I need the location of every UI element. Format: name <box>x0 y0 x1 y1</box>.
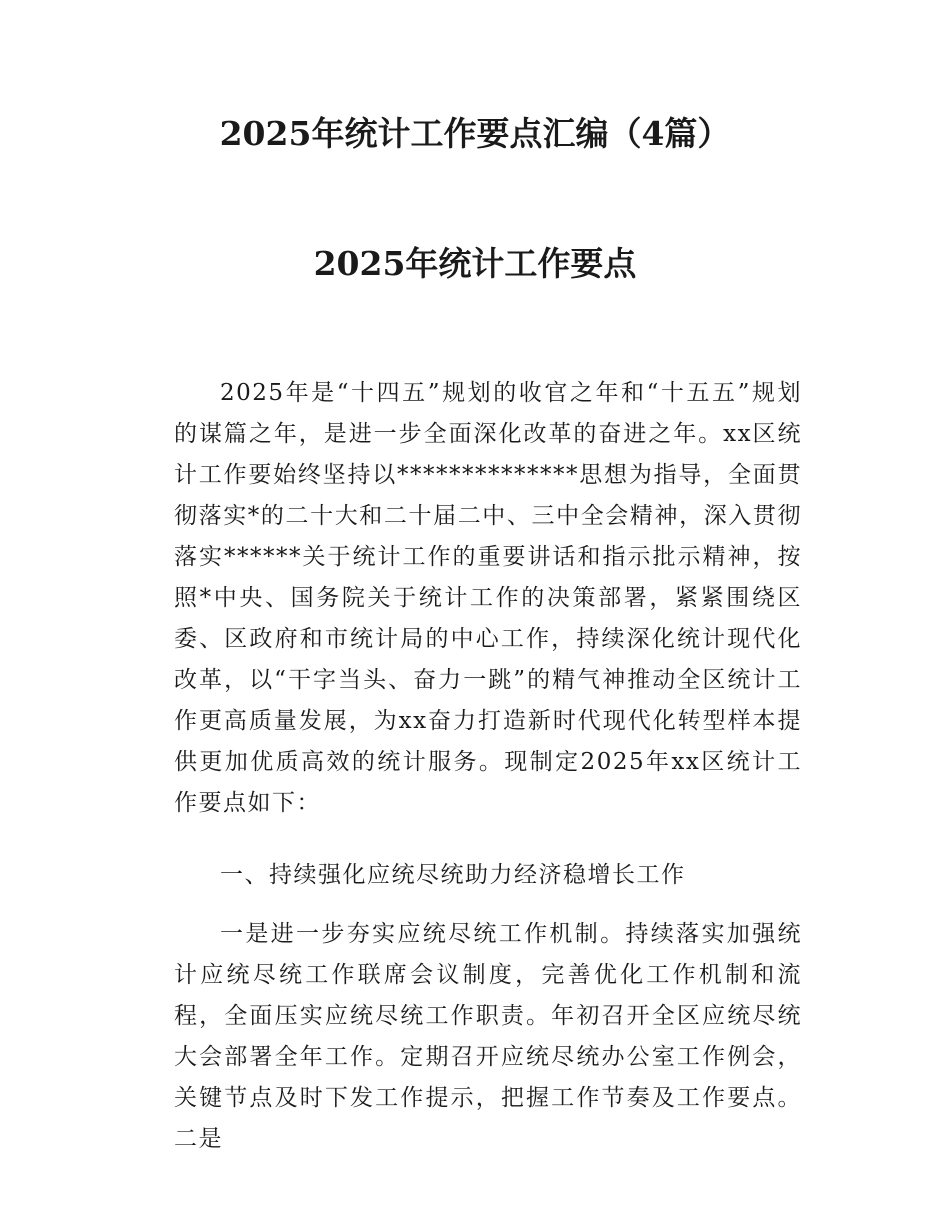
body-paragraph: 一是进一步夯实应统尽统工作机制。持续落实加强统计应统尽统工作联席会议制度，完善优化工作机制和流程，全面压实应统尽统工作职责。年初召开全区应统尽统大会部署全年工作。定期召开应统尽统办公室工作例会，关键节点及时下发工作提示，把握工作节奏及工作要点。二是 <box>174 921 802 1152</box>
section-title: 2025年统计工作要点 <box>313 244 637 283</box>
section-heading: 一、持续强化应统尽统助力经济稳增长工作 <box>220 862 686 888</box>
document-title: 2025年统计工作要点汇编（4篇） <box>219 114 731 153</box>
intro-paragraph: 2025年是“十四五”规划的收官之年和“十五五”规划的谋篇之年，是进一步全面深化改革的奋进之年。xx区统计工作要始终坚持以**************思想为指导，全面贯彻落实*的二十大和二十届二中、三中全会精神，深入贯彻落实******关于统计工作的重要讲话和指示批示精神，按照*中央、国务院关于统计工作的决策部署，紧紧围绕区委、区政府和市统计局的中心工作，持续深化统计现代化改革，以“干字当头、奋力一跳”的精气神推动全区统计工作更高质量发展，为xx奋力打造新时代现代化转型样本提供更加优质高效的统计服务。现制定2025年xx区统计工作要点如下： <box>174 380 802 816</box>
